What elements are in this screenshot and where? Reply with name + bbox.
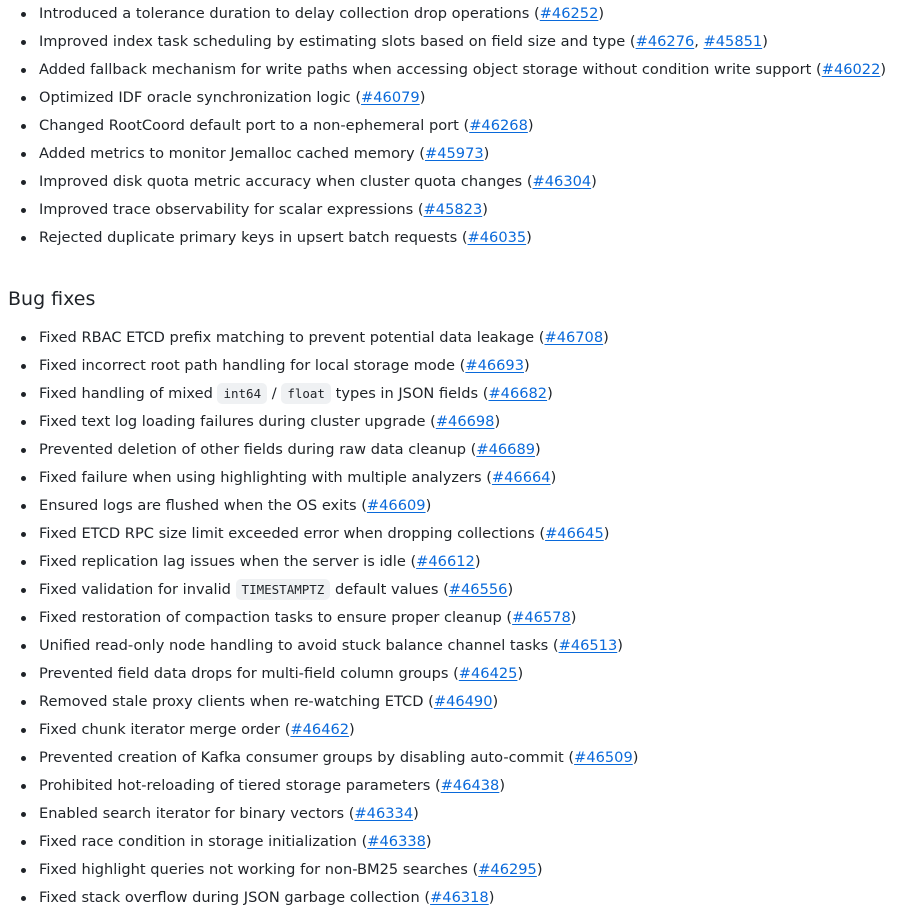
item-text: Unified read-only node handling to avoid stuck balance channel tasks bbox=[39, 637, 553, 654]
issue-paren-close: ) bbox=[499, 777, 506, 794]
issue-link[interactable]: #46304 bbox=[532, 173, 592, 190]
issue-paren-open: ( bbox=[470, 441, 477, 458]
issue-link[interactable]: #46682 bbox=[488, 385, 548, 402]
bullet-icon bbox=[21, 504, 26, 509]
list-item bbox=[0, 884, 920, 912]
bullet-icon bbox=[21, 180, 26, 185]
bullet-icon bbox=[21, 672, 26, 677]
issue-link[interactable]: #46318 bbox=[430, 889, 489, 906]
list-item bbox=[0, 492, 920, 520]
list-item bbox=[0, 856, 920, 884]
item-text: Fixed handling of mixed bbox=[39, 385, 218, 402]
issue-paren-open: ( bbox=[453, 665, 459, 682]
item-text: Enabled search iterator for binary vectors bbox=[39, 805, 349, 822]
issue-paren-open: ( bbox=[486, 469, 492, 486]
bullet-icon bbox=[21, 700, 26, 705]
list-item bbox=[0, 772, 920, 800]
list-item bbox=[0, 28, 920, 56]
issue-link[interactable]: #46334 bbox=[354, 805, 414, 822]
issue-paren-open: ( bbox=[434, 777, 441, 794]
list-item bbox=[0, 0, 920, 28]
issue-link[interactable]: #46556 bbox=[448, 581, 508, 598]
issue-link[interactable]: #46664 bbox=[491, 469, 551, 486]
bullet-icon bbox=[21, 532, 26, 537]
bullet-icon bbox=[21, 560, 26, 565]
item-text: Removed stale proxy clients when re-watching ETCD bbox=[39, 693, 429, 710]
issue-paren-open: ( bbox=[629, 33, 636, 50]
issue-paren-close: ) bbox=[603, 329, 609, 346]
bullet-icon bbox=[21, 476, 26, 481]
issue-paren-close: ) bbox=[762, 33, 768, 50]
issue-paren-close: ) bbox=[507, 581, 514, 598]
item-text: Prevented deletion of other fields during raw data cleanup bbox=[39, 441, 471, 458]
item-text: Prevented creation of Kafka consumer groups by disabling auto-commit bbox=[39, 749, 569, 766]
item-text: Fixed highlight queries not working for non-BM25 searches bbox=[39, 861, 473, 878]
issue-paren-close: ) bbox=[598, 5, 605, 22]
issue-link[interactable]: #46268 bbox=[469, 117, 528, 134]
bullet-icon bbox=[21, 616, 26, 621]
issue-paren-open: ( bbox=[348, 805, 355, 822]
issue-paren-open: ( bbox=[424, 889, 431, 906]
list-item bbox=[0, 660, 920, 688]
bullet-icon bbox=[21, 728, 26, 733]
list-item bbox=[0, 632, 920, 660]
list-item bbox=[0, 576, 920, 604]
issue-paren-close: ) bbox=[632, 749, 639, 766]
issue-link[interactable]: #46438 bbox=[440, 777, 500, 794]
list-item bbox=[0, 464, 920, 492]
bullet-icon bbox=[21, 812, 26, 817]
item-text: Improved trace observability for scalar expressions bbox=[39, 201, 418, 218]
bullet-icon bbox=[21, 152, 26, 157]
item-text: types in JSON fields bbox=[330, 385, 483, 402]
issue-paren-close: ) bbox=[419, 89, 426, 106]
issue-paren-close: ) bbox=[591, 173, 597, 190]
issue-link[interactable]: #45823 bbox=[423, 201, 483, 218]
item-text: Fixed stack overflow during JSON garbage collection bbox=[39, 889, 425, 906]
bullet-icon bbox=[21, 644, 26, 649]
issue-link[interactable]: #46295 bbox=[478, 861, 537, 878]
list-item bbox=[0, 688, 920, 716]
list-item bbox=[0, 224, 920, 252]
issue-paren-close: ) bbox=[517, 665, 524, 682]
bullet-icon bbox=[21, 12, 26, 17]
issue-paren-open: ( bbox=[459, 357, 466, 374]
issue-link[interactable]: #46338 bbox=[367, 833, 426, 850]
issue-paren-close: ) bbox=[483, 145, 490, 162]
improvements-list bbox=[0, 0, 920, 252]
item-text: Changed RootCoord default port to a non-ephemeral port bbox=[39, 117, 464, 134]
bullet-icon bbox=[21, 420, 26, 425]
issue-link[interactable]: #46698 bbox=[435, 413, 495, 430]
issue-paren-open: ( bbox=[419, 145, 425, 162]
item-text: Prevented field data drops for multi-field column groups bbox=[39, 665, 454, 682]
issue-separator: , bbox=[694, 33, 704, 50]
bullet-icon bbox=[21, 236, 26, 241]
item-text: Rejected duplicate primary keys in upsert batch requests bbox=[39, 229, 462, 246]
issue-paren-close: ) bbox=[603, 525, 610, 542]
bug-fixes-heading: Bug fixes bbox=[8, 288, 96, 310]
bullet-icon bbox=[21, 588, 26, 593]
bullet-icon bbox=[21, 784, 26, 789]
item-text: Improved disk quota metric accuracy when cluster quota changes bbox=[39, 173, 527, 190]
issue-paren-close: ) bbox=[617, 637, 623, 654]
issue-paren-close: ) bbox=[349, 721, 355, 738]
issue-paren-open: ( bbox=[534, 5, 540, 22]
issue-paren-open: ( bbox=[428, 693, 434, 710]
issue-paren-close: ) bbox=[474, 553, 481, 570]
issue-link[interactable]: #46513 bbox=[558, 637, 618, 654]
issue-link[interactable]: #46035 bbox=[467, 229, 527, 246]
item-text: Improved index task scheduling by estimating slots based on field size and type bbox=[39, 33, 630, 50]
issue-paren-close: ) bbox=[492, 693, 499, 710]
issue-link[interactable]: #46425 bbox=[458, 665, 518, 682]
issue-link[interactable]: #46490 bbox=[433, 693, 493, 710]
issue-link[interactable]: #46612 bbox=[416, 553, 475, 570]
issue-link[interactable]: #46276 bbox=[635, 33, 695, 50]
issue-paren-close: ) bbox=[413, 805, 419, 822]
item-text: Fixed chunk iterator merge order bbox=[39, 721, 285, 738]
issue-paren-close: ) bbox=[535, 441, 541, 458]
bug-fixes-list bbox=[0, 324, 920, 912]
list-item bbox=[0, 436, 920, 464]
issue-link[interactable]: #46689 bbox=[476, 441, 536, 458]
issue-link[interactable]: #46708 bbox=[544, 329, 604, 346]
issue-link[interactable]: #46609 bbox=[366, 497, 426, 514]
issue-link[interactable]: #45851 bbox=[703, 33, 763, 50]
item-text: default values bbox=[330, 581, 444, 598]
list-item bbox=[0, 196, 920, 224]
issue-link[interactable]: #46079 bbox=[361, 89, 420, 106]
issue-paren-close: ) bbox=[550, 469, 557, 486]
item-text: Prohibited hot-reloading of tiered storage parameters bbox=[39, 777, 435, 794]
issue-paren-close: ) bbox=[494, 413, 501, 430]
bullet-icon bbox=[21, 756, 26, 761]
issue-paren-close: ) bbox=[425, 497, 432, 514]
list-item bbox=[0, 828, 920, 856]
item-text: Fixed ETCD RPC size limit exceeded error when dropping collections bbox=[39, 525, 540, 542]
issue-paren-open: ( bbox=[430, 413, 436, 430]
issue-paren-open: ( bbox=[463, 117, 470, 134]
issue-link[interactable]: #46022 bbox=[821, 61, 881, 78]
issue-link[interactable]: #46645 bbox=[545, 525, 604, 542]
item-text: Fixed race condition in storage initialization bbox=[39, 833, 362, 850]
item-text: Introduced a tolerance duration to delay collection drop operations bbox=[39, 5, 534, 22]
issue-link[interactable]: #46509 bbox=[574, 749, 633, 766]
issue-paren-close: ) bbox=[488, 889, 495, 906]
bullet-icon bbox=[21, 364, 26, 369]
issue-paren-open: ( bbox=[361, 497, 367, 514]
issue-link[interactable]: #46578 bbox=[512, 609, 571, 626]
list-item bbox=[0, 168, 920, 196]
list-item bbox=[0, 800, 920, 828]
item-text: Fixed RBAC ETCD prefix matching to prevent potential data leakage bbox=[39, 329, 539, 346]
item-text: Fixed failure when using highlighting with multiple analyzers bbox=[39, 469, 487, 486]
issue-link[interactable]: #46462 bbox=[290, 721, 350, 738]
item-text: Fixed text log loading failures during cluster upgrade bbox=[39, 413, 431, 430]
issue-paren-close: ) bbox=[547, 385, 553, 402]
list-item bbox=[0, 352, 920, 380]
item-text: Added metrics to monitor Jemalloc cached memory bbox=[39, 145, 420, 162]
issue-paren-close: ) bbox=[425, 833, 432, 850]
issue-paren-open: ( bbox=[552, 637, 559, 654]
issue-paren-close: ) bbox=[880, 61, 887, 78]
issue-paren-close: ) bbox=[524, 357, 530, 374]
issue-paren-open: ( bbox=[506, 609, 513, 626]
bullet-icon bbox=[21, 124, 26, 129]
bullet-icon bbox=[21, 336, 26, 341]
item-text: / bbox=[267, 385, 282, 402]
issue-paren-open: ( bbox=[568, 749, 575, 766]
issue-link[interactable]: #45973 bbox=[424, 145, 484, 162]
item-text: Added fallback mechanism for write paths when accessing object storage without condition write support bbox=[39, 61, 817, 78]
item-text: Fixed replication lag issues when the server is idle bbox=[39, 553, 411, 570]
list-item bbox=[0, 140, 920, 168]
list-item bbox=[0, 84, 920, 112]
issue-paren-close: ) bbox=[536, 861, 543, 878]
item-text: Fixed restoration of compaction tasks to ensure proper cleanup bbox=[39, 609, 507, 626]
issue-paren-close: ) bbox=[527, 117, 534, 134]
inline-code: int64 bbox=[217, 383, 267, 404]
issue-paren-close: ) bbox=[526, 229, 532, 246]
list-item bbox=[0, 744, 920, 772]
issue-link[interactable]: #46693 bbox=[465, 357, 524, 374]
issue-paren-open: ( bbox=[526, 173, 533, 190]
bullet-icon bbox=[21, 840, 26, 845]
inline-code: float bbox=[281, 383, 331, 404]
bullet-icon bbox=[21, 868, 26, 873]
bullet-icon bbox=[21, 96, 26, 101]
bullet-icon bbox=[21, 448, 26, 453]
list-item bbox=[0, 56, 920, 84]
issue-paren-open: ( bbox=[361, 833, 368, 850]
issue-paren-open: ( bbox=[816, 61, 822, 78]
issue-paren-open: ( bbox=[443, 581, 449, 598]
bullet-icon bbox=[21, 392, 26, 397]
issue-paren-open: ( bbox=[355, 89, 362, 106]
inline-code: TIMESTAMPTZ bbox=[236, 579, 331, 600]
item-text: Fixed incorrect root path handling for local storage mode bbox=[39, 357, 460, 374]
list-item bbox=[0, 112, 920, 140]
issue-paren-open: ( bbox=[417, 201, 424, 218]
list-item bbox=[0, 604, 920, 632]
issue-paren-open: ( bbox=[472, 861, 479, 878]
list-item bbox=[0, 520, 920, 548]
issue-paren-open: ( bbox=[284, 721, 291, 738]
issue-link[interactable]: #46252 bbox=[539, 5, 599, 22]
bullet-icon bbox=[21, 40, 26, 45]
list-item bbox=[0, 324, 920, 352]
item-text: Optimized IDF oracle synchronization logic bbox=[39, 89, 356, 106]
issue-paren-open: ( bbox=[410, 553, 417, 570]
issue-paren-open: ( bbox=[539, 525, 546, 542]
issue-paren-close: ) bbox=[482, 201, 488, 218]
list-item bbox=[0, 548, 920, 576]
issue-paren-open: ( bbox=[538, 329, 545, 346]
list-item bbox=[0, 380, 920, 408]
issue-paren-open: ( bbox=[461, 229, 468, 246]
issue-paren-close: ) bbox=[570, 609, 577, 626]
list-item bbox=[0, 716, 920, 744]
list-item bbox=[0, 408, 920, 436]
bullet-icon bbox=[21, 68, 26, 73]
bullet-icon bbox=[21, 208, 26, 213]
item-text: Fixed validation for invalid bbox=[39, 581, 236, 598]
issue-paren-open: ( bbox=[482, 385, 489, 402]
item-text: Ensured logs are flushed when the OS exits bbox=[39, 497, 362, 514]
